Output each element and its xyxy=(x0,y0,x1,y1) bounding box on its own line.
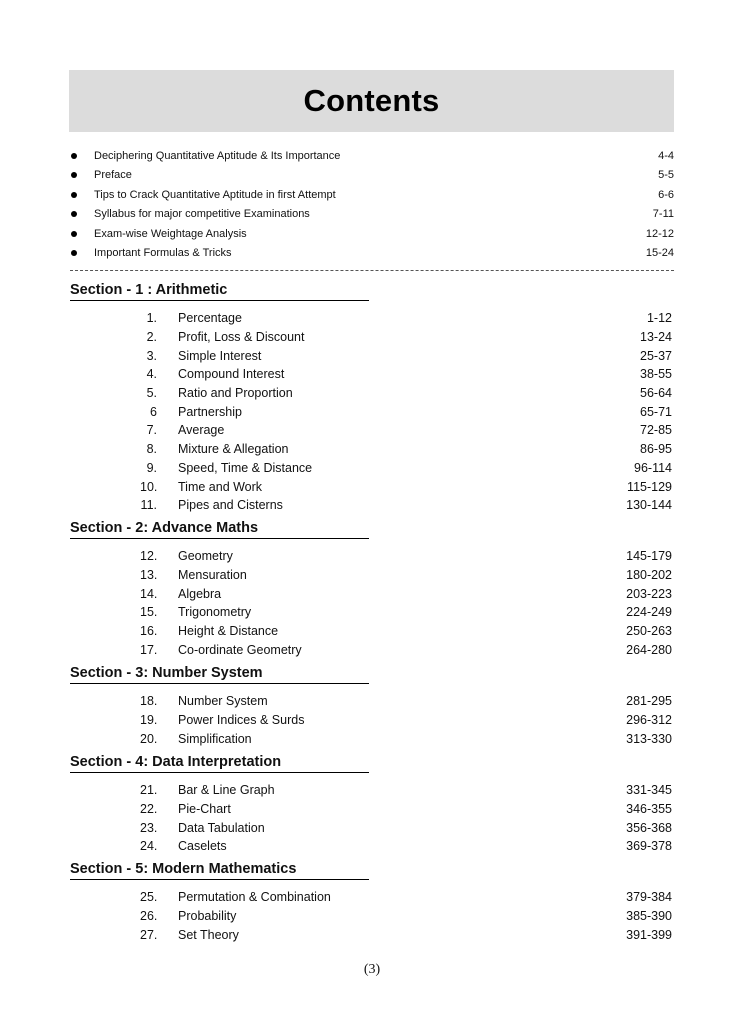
chapter-row xyxy=(140,365,672,384)
chapter-number: 8. xyxy=(146,442,157,457)
chapter-number: 14. xyxy=(140,586,158,601)
chapter-row xyxy=(140,729,672,748)
chapter-pages: 379-384 xyxy=(626,890,672,905)
chapter-pages: 96-114 xyxy=(634,460,672,475)
chapter-number: 21. xyxy=(140,783,158,798)
chapter-row xyxy=(140,640,672,659)
section-heading-data-interpretation: Section - 4: Data Interpretation xyxy=(70,754,369,773)
chapter-name: Pie-Chart xyxy=(178,802,231,817)
chapter-name: Height & Distance xyxy=(178,624,279,639)
chapter-row xyxy=(140,440,672,459)
chapter-row xyxy=(140,402,672,421)
chapter-name: Speed, Time & Distance xyxy=(178,460,313,475)
section-heading-modern-mathematics: Section - 5: Modern Mathematics xyxy=(70,861,369,880)
chapter-pages: 115-129 xyxy=(627,479,672,494)
chapter-name: Probability xyxy=(178,909,237,924)
bullet-icon xyxy=(71,192,77,198)
chapter-number: 16. xyxy=(140,624,158,639)
bullet-icon xyxy=(71,211,77,217)
chapter-pages: 331-345 xyxy=(626,783,672,798)
chapter-number: 12. xyxy=(140,549,158,564)
prelim-item xyxy=(70,166,674,186)
chapter-name: Algebra xyxy=(178,586,222,601)
chapter-row xyxy=(140,837,672,856)
chapter-list-data-interpretation xyxy=(140,781,672,856)
chapter-number: 20. xyxy=(140,731,158,746)
section-heading-advance-maths: Section - 2: Advance Maths xyxy=(70,520,369,539)
prelim-label: Tips to Crack Quantitative Aptitude in first Attempt xyxy=(94,188,336,201)
chapter-name: Permutation & Combination xyxy=(178,890,331,905)
chapter-row xyxy=(140,496,672,515)
chapter-row xyxy=(140,781,672,800)
prelim-pages: 4-4 xyxy=(658,149,674,162)
chapter-pages: 145-179 xyxy=(626,549,672,564)
prelim-label: Deciphering Quantitative Aptitude & Its Importance xyxy=(94,149,341,162)
chapter-pages: 25-37 xyxy=(640,348,672,363)
chapter-pages: 203-223 xyxy=(626,586,672,601)
prelim-item xyxy=(70,146,674,166)
prelim-pages: 5-5 xyxy=(658,169,674,182)
chapter-row xyxy=(140,384,672,403)
chapter-number: 10. xyxy=(140,479,158,494)
chapter-list-arithmetic xyxy=(140,309,672,515)
chapter-row xyxy=(140,328,672,347)
chapter-pages: 38-55 xyxy=(640,367,672,382)
chapter-name: Percentage xyxy=(178,311,242,326)
chapter-row xyxy=(140,818,672,837)
section-heading-number-system: Section - 3: Number System xyxy=(70,665,369,684)
chapter-pages: 385-390 xyxy=(626,909,672,924)
chapter-name: Power Indices & Surds xyxy=(178,713,305,728)
prelim-item xyxy=(70,205,674,225)
section-heading-arithmetic: Section - 1 : Arithmetic xyxy=(70,282,369,301)
prelim-item xyxy=(70,185,674,205)
chapter-row xyxy=(140,925,672,944)
chapter-row xyxy=(140,547,672,566)
chapter-row xyxy=(140,566,672,585)
chapter-name: Set Theory xyxy=(178,927,239,942)
prelim-item xyxy=(70,224,674,244)
chapter-row xyxy=(140,603,672,622)
chapter-row xyxy=(140,888,672,907)
chapter-name: Simple Interest xyxy=(178,348,262,363)
chapter-pages: 86-95 xyxy=(640,442,672,457)
chapter-pages: 281-295 xyxy=(626,694,672,709)
chapter-pages: 72-85 xyxy=(640,423,672,438)
page-number: (3) xyxy=(363,962,381,977)
chapter-pages: 250-263 xyxy=(626,624,672,639)
chapter-row xyxy=(140,346,672,365)
prelim-list xyxy=(70,146,674,263)
chapter-name: Trigonometry xyxy=(178,605,252,620)
chapter-row xyxy=(140,309,672,328)
chapter-pages: 1-12 xyxy=(646,311,672,326)
chapter-row xyxy=(140,477,672,496)
chapter-name: Simplification xyxy=(178,731,252,746)
page-title: Contents xyxy=(303,83,440,118)
chapter-name: Pipes and Cisterns xyxy=(178,498,283,513)
chapter-row xyxy=(140,622,672,641)
bullet-icon xyxy=(71,250,77,256)
chapter-number: 4. xyxy=(146,367,157,382)
chapter-name: Co-ordinate Geometry xyxy=(178,642,302,657)
chapter-row xyxy=(140,907,672,926)
chapter-pages: 369-378 xyxy=(626,839,672,854)
chapter-name: Ratio and Proportion xyxy=(178,386,293,401)
prelim-label: Exam-wise Weightage Analysis xyxy=(94,227,247,240)
chapter-number: 18. xyxy=(140,694,158,709)
chapter-pages: 56-64 xyxy=(640,386,672,401)
chapter-number: 6 xyxy=(150,404,157,419)
chapter-number: 23. xyxy=(140,820,158,835)
bullet-icon xyxy=(71,231,77,237)
prelim-pages: 7-11 xyxy=(652,208,674,221)
chapter-list-modern-mathematics xyxy=(140,888,672,944)
bullet-icon xyxy=(71,172,77,178)
chapter-name: Partnership xyxy=(178,404,242,419)
prelim-pages: 6-6 xyxy=(658,188,674,201)
chapter-number: 25. xyxy=(140,890,158,905)
chapter-name: Bar & Line Graph xyxy=(178,783,275,798)
chapter-name: Mixture & Allegation xyxy=(178,442,289,457)
chapter-pages: 391-399 xyxy=(626,927,672,942)
chapter-number: 17. xyxy=(140,642,158,657)
chapter-number: 7. xyxy=(146,423,157,438)
chapter-number: 11. xyxy=(140,498,157,513)
chapter-pages: 65-71 xyxy=(640,404,672,419)
prelim-label: Syllabus for major competitive Examinations xyxy=(94,208,310,221)
chapter-pages: 180-202 xyxy=(626,568,672,583)
chapter-pages: 356-368 xyxy=(626,820,672,835)
chapter-number: 1. xyxy=(146,311,157,326)
chapter-list-number-system xyxy=(140,692,672,748)
chapter-name: Profit, Loss & Discount xyxy=(178,330,305,345)
chapter-number: 3. xyxy=(146,348,157,363)
chapter-number: 13. xyxy=(140,568,158,583)
chapter-name: Mensuration xyxy=(178,568,247,583)
prelim-item xyxy=(70,244,674,264)
chapter-pages: 224-249 xyxy=(626,605,672,620)
chapter-number: 15. xyxy=(140,605,158,620)
chapter-row xyxy=(140,711,672,730)
chapter-row xyxy=(140,421,672,440)
prelim-pages: 12-12 xyxy=(645,227,674,240)
chapter-row xyxy=(140,800,672,819)
chapter-row xyxy=(140,692,672,711)
chapter-name: Number System xyxy=(178,694,268,709)
chapter-number: 5. xyxy=(146,386,157,401)
chapter-pages: 13-24 xyxy=(640,330,672,345)
chapter-name: Time and Work xyxy=(178,479,263,494)
dashed-divider xyxy=(70,270,674,271)
chapter-name: Caselets xyxy=(178,839,227,854)
chapter-row xyxy=(140,459,672,478)
chapter-number: 22. xyxy=(140,802,158,817)
chapter-name: Average xyxy=(178,423,225,438)
title-banner xyxy=(69,70,674,132)
chapter-name: Data Tabulation xyxy=(178,820,265,835)
chapter-pages: 296-312 xyxy=(626,713,672,728)
prelim-label: Preface xyxy=(94,169,132,182)
chapter-number: 2. xyxy=(146,330,157,345)
chapter-number: 9. xyxy=(146,460,157,475)
chapter-name: Compound Interest xyxy=(178,367,285,382)
prelim-label: Important Formulas & Tricks xyxy=(94,247,232,260)
chapter-pages: 346-355 xyxy=(626,802,672,817)
chapter-number: 19. xyxy=(140,713,158,728)
bullet-icon xyxy=(71,153,77,159)
chapter-name: Geometry xyxy=(178,549,233,564)
chapter-number: 26. xyxy=(140,909,158,924)
chapter-pages: 130-144 xyxy=(626,498,672,513)
chapter-number: 27. xyxy=(140,927,158,942)
chapter-pages: 313-330 xyxy=(626,731,672,746)
chapter-pages: 264-280 xyxy=(626,642,672,657)
prelim-pages: 15-24 xyxy=(645,247,674,260)
chapter-list-advance-maths xyxy=(140,547,672,659)
chapter-row xyxy=(140,584,672,603)
chapter-number: 24. xyxy=(140,839,158,854)
